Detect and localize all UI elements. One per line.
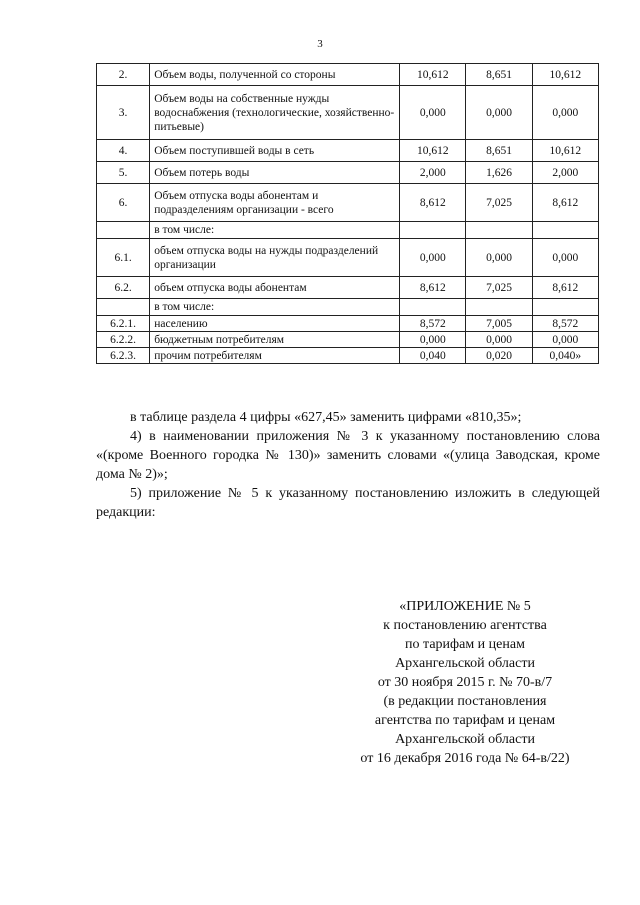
value-cell-2: 0,000 <box>466 86 532 140</box>
water-balance-table <box>96 63 599 364</box>
table-row <box>97 299 599 316</box>
value-cell-3: 8,612 <box>532 277 598 299</box>
value-cell-3: 0,000 <box>532 332 598 348</box>
value-cell-1: 0,000 <box>400 332 466 348</box>
value-cell-1: 10,612 <box>400 140 466 162</box>
row-name-cell: объем отпуска воды на нужды подразделений организации <box>150 239 400 277</box>
table-row <box>97 64 599 86</box>
value-cell-2: 0,000 <box>466 332 532 348</box>
value-cell-3: 0,000 <box>532 239 598 277</box>
row-name-cell: Объем отпуска воды абонентам и подразделениям организации - всего <box>150 184 400 222</box>
row-number-cell <box>97 222 150 239</box>
table-row <box>97 86 599 140</box>
row-number-cell: 6.2.1. <box>97 316 150 332</box>
value-cell-1 <box>400 222 466 239</box>
appendix-line: Архангельской области <box>395 656 535 671</box>
value-cell-1: 0,000 <box>400 239 466 277</box>
table-row <box>97 348 599 364</box>
row-name-cell: бюджетным потребителям <box>150 332 400 348</box>
value-cell-1: 0,040 <box>400 348 466 364</box>
paragraph-appendix-3: 4) в наименовании приложения № 3 к указанному постановлению слова «(кроме Военного городка № 130)» заменить словами «(улица Заводская, кроме дома № 2)»; <box>96 429 600 482</box>
value-cell-1: 0,000 <box>400 86 466 140</box>
value-cell-1: 8,612 <box>400 277 466 299</box>
row-number-cell: 6.2. <box>97 277 150 299</box>
row-name-cell: в том числе: <box>150 299 400 316</box>
appendix-header <box>330 597 600 768</box>
row-name-cell: Объем потерь воды <box>150 162 400 184</box>
row-name-cell: в том числе: <box>150 222 400 239</box>
table-row <box>97 162 599 184</box>
value-cell-3: 10,612 <box>532 140 598 162</box>
appendix-line: (в редакции постановления <box>383 694 547 709</box>
row-number-cell: 6.1. <box>97 239 150 277</box>
row-number-cell: 6.2.2. <box>97 332 150 348</box>
value-cell-2: 7,025 <box>466 277 532 299</box>
appendix-line: «ПРИЛОЖЕНИЕ № 5 <box>399 599 531 614</box>
value-cell-2: 1,626 <box>466 162 532 184</box>
value-cell-2 <box>466 222 532 239</box>
row-name-cell: Объем поступившей воды в сеть <box>150 140 400 162</box>
row-number-cell: 2. <box>97 64 150 86</box>
amendment-text <box>96 408 600 522</box>
row-name-cell: объем отпуска воды абонентам <box>150 277 400 299</box>
value-cell-1: 8,612 <box>400 184 466 222</box>
table-row <box>97 239 599 277</box>
value-cell-1: 2,000 <box>400 162 466 184</box>
value-cell-2: 8,651 <box>466 64 532 86</box>
row-number-cell: 6.2.3. <box>97 348 150 364</box>
table-row <box>97 332 599 348</box>
value-cell-3: 0,000 <box>532 86 598 140</box>
row-name-cell: Объем воды на собственные нужды водоснабжения (технологические, хозяйственно-питьевые) <box>150 86 400 140</box>
value-cell-3: 10,612 <box>532 64 598 86</box>
table-row <box>97 222 599 239</box>
value-cell-1: 10,612 <box>400 64 466 86</box>
value-cell-2 <box>466 299 532 316</box>
value-cell-3 <box>532 299 598 316</box>
row-number-cell <box>97 299 150 316</box>
value-cell-2: 0,020 <box>466 348 532 364</box>
value-cell-1 <box>400 299 466 316</box>
value-cell-3: 8,572 <box>532 316 598 332</box>
value-cell-3 <box>532 222 598 239</box>
appendix-line: агентства по тарифам и ценам <box>374 713 556 728</box>
appendix-line: от 16 декабря 2016 года № 64-в/22) <box>360 751 570 766</box>
value-cell-2: 8,651 <box>466 140 532 162</box>
table-row <box>97 184 599 222</box>
value-cell-1: 8,572 <box>400 316 466 332</box>
value-cell-3: 2,000 <box>532 162 598 184</box>
appendix-line: от 30 ноября 2015 г. № 70-в/7 <box>377 675 553 690</box>
row-name-cell: прочим потребителям <box>150 348 400 364</box>
appendix-line: к постановлению агентства <box>383 618 547 633</box>
row-name-cell: населению <box>150 316 400 332</box>
value-cell-2: 0,000 <box>466 239 532 277</box>
paragraph-table-section-4: в таблице раздела 4 цифры «627,45» заменить цифрами «810,35»; <box>130 410 522 425</box>
value-cell-3: 8,612 <box>532 184 598 222</box>
row-number-cell: 3. <box>97 86 150 140</box>
table-row <box>97 140 599 162</box>
appendix-line: по тарифам и ценам <box>405 637 525 652</box>
table-row <box>97 316 599 332</box>
paragraph-appendix-5: 5) приложение № 5 к указанному постановлению изложить в следующей редакции: <box>96 486 600 520</box>
row-name-cell: Объем воды, полученной со стороны <box>150 64 400 86</box>
row-number-cell: 5. <box>97 162 150 184</box>
value-cell-2: 7,005 <box>466 316 532 332</box>
value-cell-3: 0,040» <box>532 348 598 364</box>
appendix-line: Архангельской области <box>395 732 535 747</box>
table-row <box>97 277 599 299</box>
row-number-cell: 4. <box>97 140 150 162</box>
value-cell-2: 7,025 <box>466 184 532 222</box>
row-number-cell: 6. <box>97 184 150 222</box>
page-number: 3 <box>317 38 323 50</box>
